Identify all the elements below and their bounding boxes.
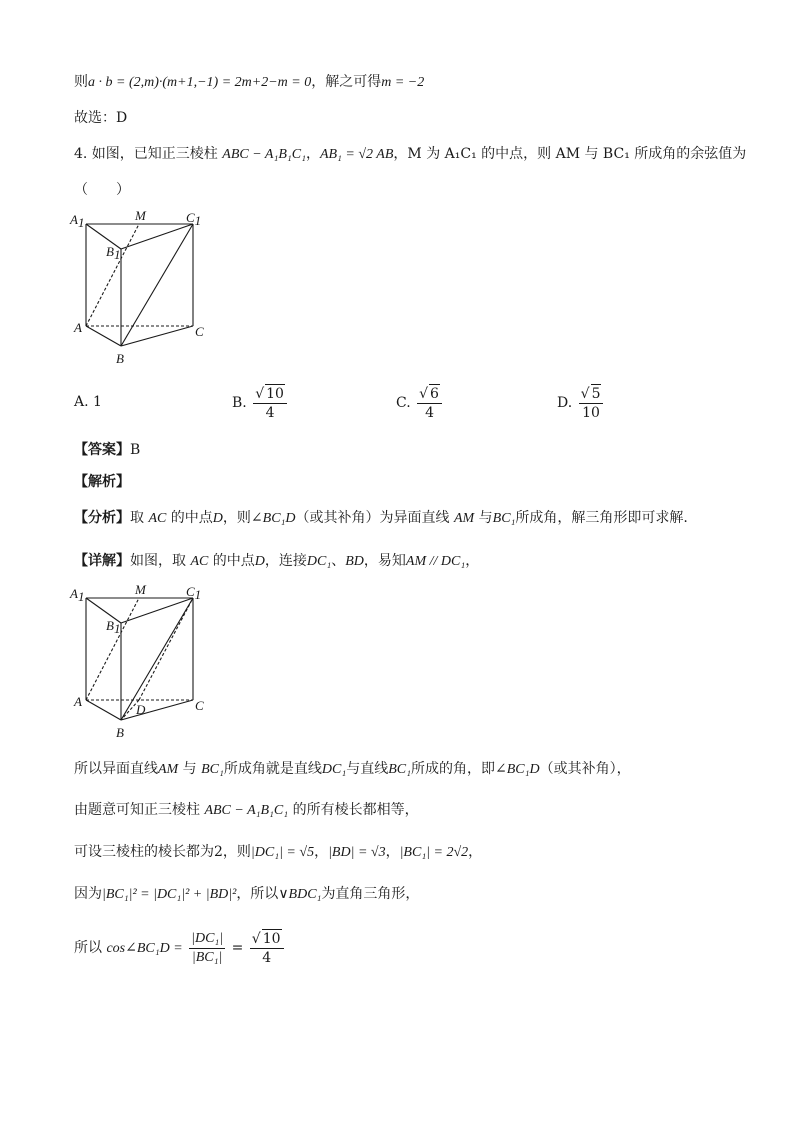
analysis-line: 【分析】取 AC 的中点D，则∠BC₁D（或其补角）为异面直线 AM 与BC₁所成角，解三角形即可求解. <box>74 510 688 526</box>
m-result: m = −2 <box>381 75 425 90</box>
step-2: 由题意可知正三棱柱 ABC − A₁B₁C₁ 的所有棱长都相等， <box>74 802 419 818</box>
prism-figure-2 <box>66 580 216 746</box>
option-d[interactable]: D. $\frac{√ 5}{10}$ <box>557 384 605 422</box>
question-4-stem: 4. 如图，已知正三棱柱 ABC − A₁B₁C₁，AB₁ = √2 AB，M 为 A₁C₁ 的中点，则 AM 与 BC₁ 所成角的余弦值为 <box>74 146 747 162</box>
prism-figure-1 <box>66 206 216 372</box>
label-C: C <box>195 324 204 339</box>
label-D: D <box>136 702 146 717</box>
solution-line-vector: 则a · b = (2,m)·(m+1,−1) = 2m+2−m = 0，解之可得m = −2 <box>74 74 425 90</box>
label-A1: A1 <box>70 586 85 604</box>
label-C1: C1 <box>186 210 202 228</box>
step-3: 可设三棱柱的棱长都为2，则|DC₁| = √5，|BD| = √3，|BC₁| = 2√2， <box>74 844 483 860</box>
label-C1: C1 <box>186 584 202 602</box>
option-a[interactable]: A. 1 <box>74 394 102 410</box>
label-M: M <box>135 208 146 223</box>
label-C: C <box>195 698 204 713</box>
label-A: A <box>74 320 82 335</box>
answer-value: B <box>130 442 141 458</box>
step-5: 所以 cos∠BC₁D = $\frac{\text{|DC₁|}}{\text{|BC₁|}}$ = $\frac{√ 10}{4}$ <box>74 928 286 969</box>
label-B: B <box>116 725 124 740</box>
analysis-heading: 【解析】 <box>74 474 130 490</box>
label-A: A <box>74 694 82 709</box>
label-A1: A1 <box>70 212 85 230</box>
label-B1: B1 <box>106 244 121 262</box>
label-B: B <box>116 351 124 366</box>
previous-answer: 故选：D <box>74 110 128 126</box>
detail-line: 【详解】如图，取 AC 的中点D，连接DC₁、BD，易知AM // DC₁， <box>74 553 480 569</box>
answer-line: 【答案】B <box>74 442 141 458</box>
vector-dot-product: a · b = (2,m)·(m+1,−1) = 2m+2−m = 0 <box>88 75 312 90</box>
question-4-paren: （ ） <box>74 182 130 198</box>
step-1: 所以异面直线AM 与 BC₁所成角就是直线DC₁与直线BC₁所成的角，即∠BC₁D（或其补角）， <box>74 761 631 777</box>
step-4: 因为|BC₁|² = |DC₁|² + |BD|²，所以∨BDC₁为直角三角形， <box>74 886 420 902</box>
option-c[interactable]: C. $\frac{√ 6}{4}$ <box>396 384 444 422</box>
label-B1: B1 <box>106 618 121 636</box>
option-b[interactable]: B. $\frac{√ 10}{4}$ <box>232 384 289 422</box>
label-M: M <box>135 582 146 597</box>
